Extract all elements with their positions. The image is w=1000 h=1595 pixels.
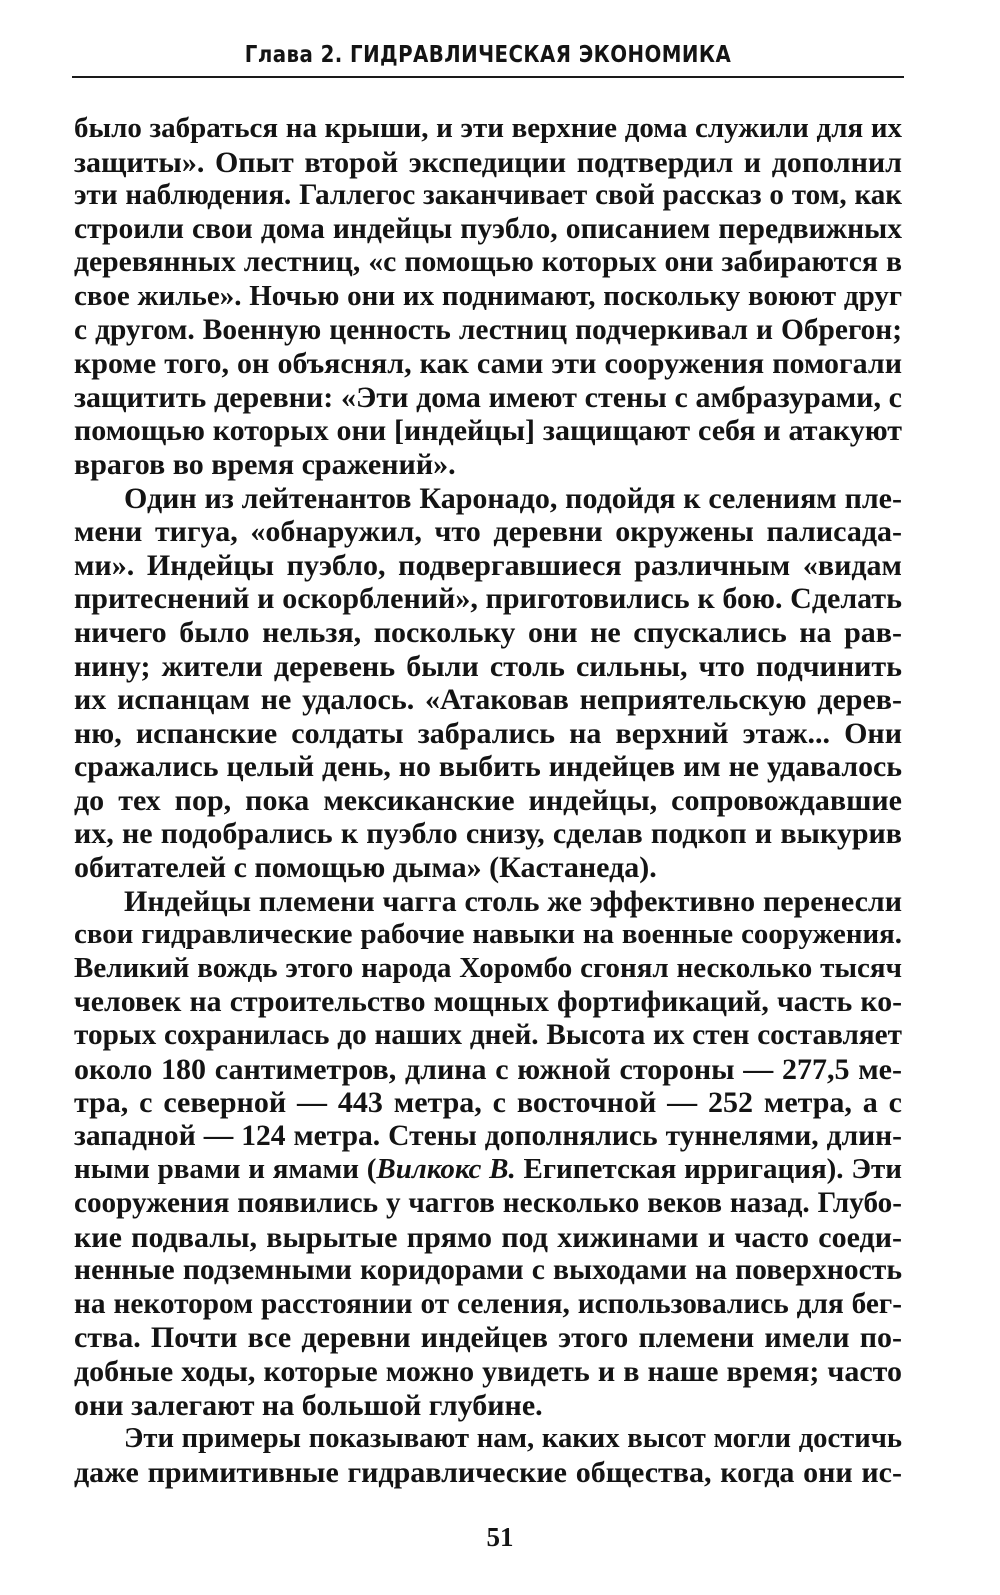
text-segment: Египетская ирригация). Эти — [515, 1153, 902, 1186]
author-citation: Вилкокс В. — [376, 1153, 516, 1186]
text-line: ничего было нельзя, поскольку они не спускались на рав- — [74, 615, 902, 649]
text-line: притеснений и оскорблений», приготовились к бою. Сделать — [74, 582, 902, 616]
text-line: сражались целый день, но выбить индейцев им не удавалось — [74, 750, 902, 784]
text-line: мени тигуа, «обнаружил, что деревни окружены палисада- — [74, 515, 902, 549]
text-line: Один из лейтенантов Каронадо, подойдя к селениям пле- — [124, 481, 902, 515]
text-line: ню, испанские солдаты забрались на верхний этаж... Они — [74, 716, 902, 750]
text-line: добные ходы, которые можно увидеть и в наше время; часто — [74, 1354, 902, 1388]
text-line: торых сохранилась до наших дней. Высота их стен составляет — [74, 1019, 902, 1052]
text-line: кие подвалы, вырытые прямо под хижинами и часто соеди- — [74, 1220, 902, 1254]
text-line: помощью которых они [индейцы] защищают себя и атакуют — [74, 414, 902, 448]
text-line: с другом. Военную ценность лестниц подчеркивал и Обрегон; — [74, 313, 902, 346]
text-line: защиты». Опыт второй экспедиции подтвердил и дополнил — [74, 145, 902, 179]
text-line: около 180 сантиметров, длина с южной стороны — 277,5 ме- — [74, 1052, 902, 1086]
text-line: эти наблюдения. Галлегос заканчивает свой рассказ о том, как — [74, 179, 902, 212]
header-rule — [72, 76, 904, 78]
text-line: ми». Индейцы пуэбло, подвергавшиеся различным «видам — [74, 548, 902, 582]
text-line: западной — 124 метра. Стены дополнялись туннелями, длин- — [74, 1119, 902, 1152]
text-line: Эти примеры показывают нам, каких высот могли достичь — [124, 1422, 902, 1455]
text-line: ства. Почти все деревни индейцев этого племени имели по- — [74, 1321, 902, 1355]
body-text — [74, 112, 902, 1489]
text-line: на некотором расстоянии от селения, использовались для бег- — [74, 1287, 902, 1320]
text-line: человек на строительство мощных фортификаций, часть ко- — [74, 985, 902, 1019]
text-line: сооружения появились у чаггов несколько веков назад. Глубо- — [74, 1187, 902, 1219]
text-line: их, не подобрались к пуэбло снизу, сделав подкоп и выкурив — [74, 817, 902, 851]
text-line — [74, 1153, 902, 1187]
running-head: Глава 2. ГИДРАВЛИЧЕСКАЯ ЭКОНОМИКА — [244, 42, 732, 68]
text-line: даже примитивные гидравлические общества, когда они ис- — [74, 1455, 902, 1489]
text-line: их испанцам не удалось. «Атаковав неприятельскую дерев- — [74, 683, 902, 717]
text-line: до тех пор, пока мексиканские индейцы, сопровождавшие — [74, 783, 902, 817]
text-line: врагов во время сражений». — [74, 447, 456, 481]
text-line: было забраться на крыши, и эти верхние дома служили для их — [74, 112, 902, 144]
text-line: тра, с северной — 443 метра, с восточной — 252 метра, а с — [74, 1086, 902, 1120]
text-segment: ными рвами и ямами ( — [74, 1153, 377, 1186]
text-line: они залегают на большой глубине. — [74, 1388, 543, 1422]
text-line: ненные подземными коридорами с выходами на поверхность — [74, 1254, 902, 1287]
text-line: деревянных лестниц, «с помощью которых они забираются в — [74, 246, 902, 279]
text-line: обитателей с помощью дыма» (Кастанеда). — [74, 851, 657, 885]
text-line: строили свои дома индейцы пуэбло, описанием передвижных — [74, 212, 902, 245]
text-line: нину; жители деревень были столь сильны, что подчинить — [74, 649, 902, 683]
text-line: Индейцы племени чагга столь же эффективно перенесли — [124, 884, 902, 918]
text-line: защитить деревни: «Эти дома имеют стены с амбразурами, с — [74, 380, 902, 414]
text-line: Великий вождь этого народа Хоромбо сгонял несколько тысяч — [74, 951, 902, 984]
text-line: свое жилье». Ночью они их поднимают, поскольку воюют друг — [74, 279, 902, 312]
page-number: 51 — [486, 1522, 514, 1552]
text-line: свои гидравлические рабочие навыки на военные сооружения. — [74, 918, 902, 951]
text-line: кроме того, он объяснял, как сами эти сооружения помогали — [74, 347, 902, 381]
